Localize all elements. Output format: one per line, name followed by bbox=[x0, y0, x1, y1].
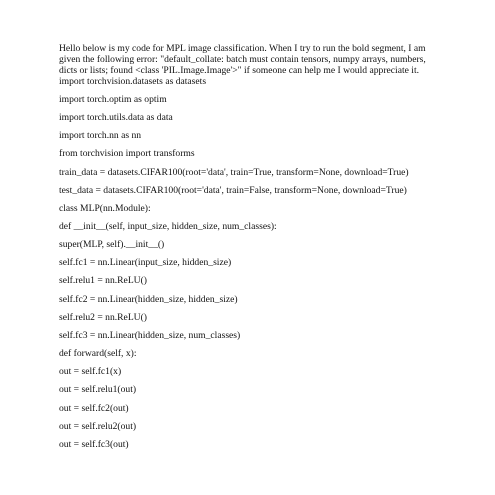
code-line: self.relu1 = nn.ReLU() bbox=[59, 275, 147, 286]
code-line: import torch.nn as nn bbox=[59, 130, 142, 141]
intro-paragraph: Hello below is my code for MPL image classification. When I try to run the bold segment, I am given the following error: "default_collate: batch must contain tensors, numpy arrays, numbers, dicts or lists; found <class 'PIL.Image.Image'>" if someone can help me I would appreciate it. bbox=[59, 43, 426, 77]
code-line: out = self.relu1(out) bbox=[59, 384, 137, 395]
code-line: def forward(self, x): bbox=[59, 348, 137, 359]
code-line: out = self.fc3(out) bbox=[59, 439, 129, 450]
code-line: self.fc2 = nn.Linear(hidden_size, hidden_size) bbox=[59, 294, 238, 305]
code-line: import torch.optim as optim bbox=[59, 94, 167, 105]
code-line: import torchvision.datasets as datasets bbox=[59, 76, 207, 87]
code-line: out = self.fc2(out) bbox=[59, 403, 129, 414]
code-line: out = self.relu2(out) bbox=[59, 421, 137, 432]
code-line: test_data = datasets.CIFAR100(root='data', train=False, transform=None, download=True) bbox=[59, 185, 407, 196]
code-line: self.fc3 = nn.Linear(hidden_size, num_classes) bbox=[59, 330, 241, 341]
code-line: train_data = datasets.CIFAR100(root='data', train=True, transform=None, download=True) bbox=[59, 167, 409, 178]
code-line: super(MLP, self).__init__() bbox=[59, 239, 165, 250]
code-line: class MLP(nn.Module): bbox=[59, 203, 151, 214]
code-line: def __init__(self, input_size, hidden_size, num_classes): bbox=[59, 221, 277, 232]
code-line: import torch.utils.data as data bbox=[59, 112, 173, 123]
code-line: from torchvision import transforms bbox=[59, 148, 195, 159]
code-line: out = self.fc1(x) bbox=[59, 366, 122, 377]
code-line: self.fc1 = nn.Linear(input_size, hidden_size) bbox=[59, 257, 232, 268]
code-line: self.relu2 = nn.ReLU() bbox=[59, 312, 147, 323]
